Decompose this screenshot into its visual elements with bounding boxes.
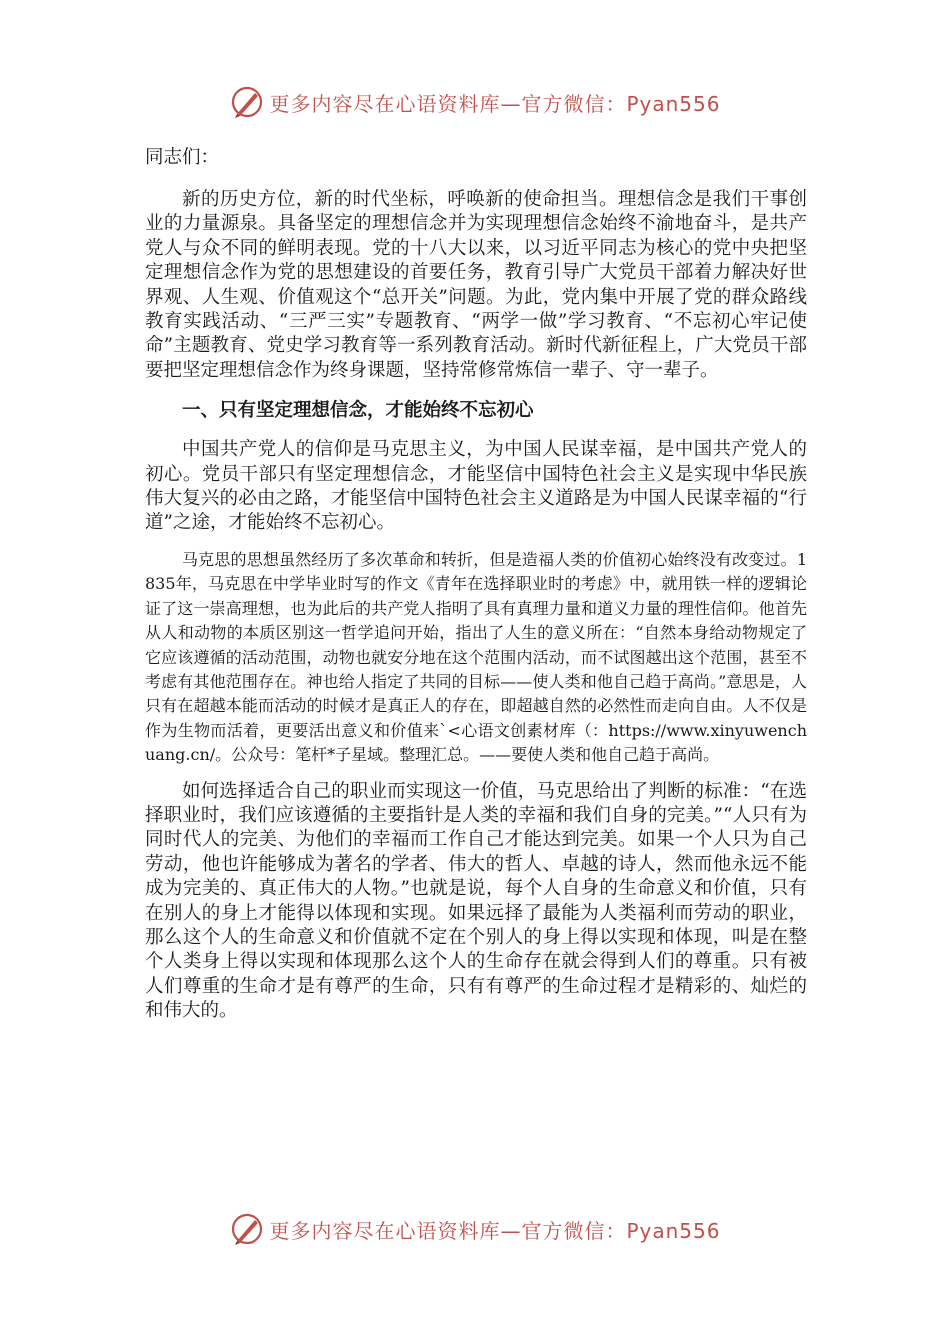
document-body — [145, 146, 807, 1024]
section-paragraph-1: 中国共产党人的信仰是马克思主义，为中国人民谋幸福，是中国共产党人的初心。党员干部只有坚定理想信念，才能坚信中国特色社会主义是实现中华民族伟大复兴的必由之路，才能坚信中国特色社会主义道路是为中国人民谋幸福的“行道”之途，才能始终不忘初心。 — [145, 439, 807, 534]
pen-logo-icon — [229, 1211, 265, 1247]
greeting: 同志们： — [145, 147, 220, 168]
header-banner — [0, 82, 950, 122]
header-banner-text: 更多内容尽在心语资料库—官方微信：Pyan556 — [269, 91, 721, 116]
footer-banner — [0, 1209, 950, 1249]
section-paragraph-2: 马克思的思想虽然经历了多次革命和转折，但是造福人类的价值初心始终没有改变过。1835年，马克思在中学毕业时写的作文《青年在选择职业时的考虑》中，就用铁一样的逻辑论证了这一崇高理想，也为此后的共产党人指明了具有真理力量和道义力量的理性信仰。他首先从人和动物的本质区别这一哲学追问开始，指出了人生的意义所在：“自然本身给动物规定了它应该遵循的活动范围，动物也就安分地在这个范围内活动，而不试图越出这个范围，甚至不考虑有其他范围存在。神也给人指定了共同的目标——使人类和他自己趋于高尚。”意思是，人只有在超越本能而活动的时候才是真正人的存在，即超越自然的必然性而走向自由。人不仅是作为生物而活着，更要活出意义和价值来`<心语文创素材库（：https://www.xinyuwenchuang.cn/。公众号：笔杆*子星域。整理汇总。——要使人类和他自己趋于高尚。 — [145, 549, 807, 765]
section-paragraph-3: 如何选择适合自己的职业而实现这一价值，马克思给出了判断的标准：“在选择职业时，我们应该遵循的主要指针是人类的幸福和我们自身的完美。”“人只有为同时代人的完美、为他们的幸福而工作自己才能达到完美。如果一个人只为自己劳动，他也许能够成为著名的学者、伟大的哲人、卓越的诗人，然而他永远不能成为完美的、真正伟大的人物。”也就是说，每个人自身的生命意义和价值，只有在别人的身上才能得以体现和实现。如果远择了最能为人类福利而劳动的职业，那么这个人的生命意义和价值就不定在个别人的身上得以实现和体现，叫是在整个人类身上得以实现和体现那么这个人的生命存在就会得到人们的尊重。只有被人们尊重的生命才是有尊严的生命，只有有尊严的生命过程才是精彩的、灿烂的和伟大的。 — [145, 780, 807, 1022]
footer-banner-text: 更多内容尽在心语资料库—官方微信：Pyan556 — [269, 1218, 721, 1243]
pen-logo-icon — [229, 84, 265, 120]
section-heading: 一、只有坚定理想信念，才能始终不忘初心 — [182, 400, 534, 422]
intro-paragraph: 新的历史方位，新的时代坐标，呼唤新的使命担当。理想信念是我们干事创业的力量源泉。具备坚定的理想信念并为实现理想信念始终不渝地奋斗，是共产党人与众不同的鲜明表现。党的十八大以来，以习近平同志为核心的党中央把坚定理想信念作为党的思想建设的首要任务，教育引导广大党员干部着力解决好世界观、人生观、价值观这个“总开关”问题。为此，党内集中开展了党的群众路线教育实践活动、“三严三实”专题教育、“两学一做”学习教育、“不忘初心牢记使命”主题教育、党史学习教育等一系列教育活动。新时代新征程上，广大党员干部要把坚定理想信念作为终身课题，坚持常修常炼信一辈子、守一辈子。 — [145, 189, 807, 381]
